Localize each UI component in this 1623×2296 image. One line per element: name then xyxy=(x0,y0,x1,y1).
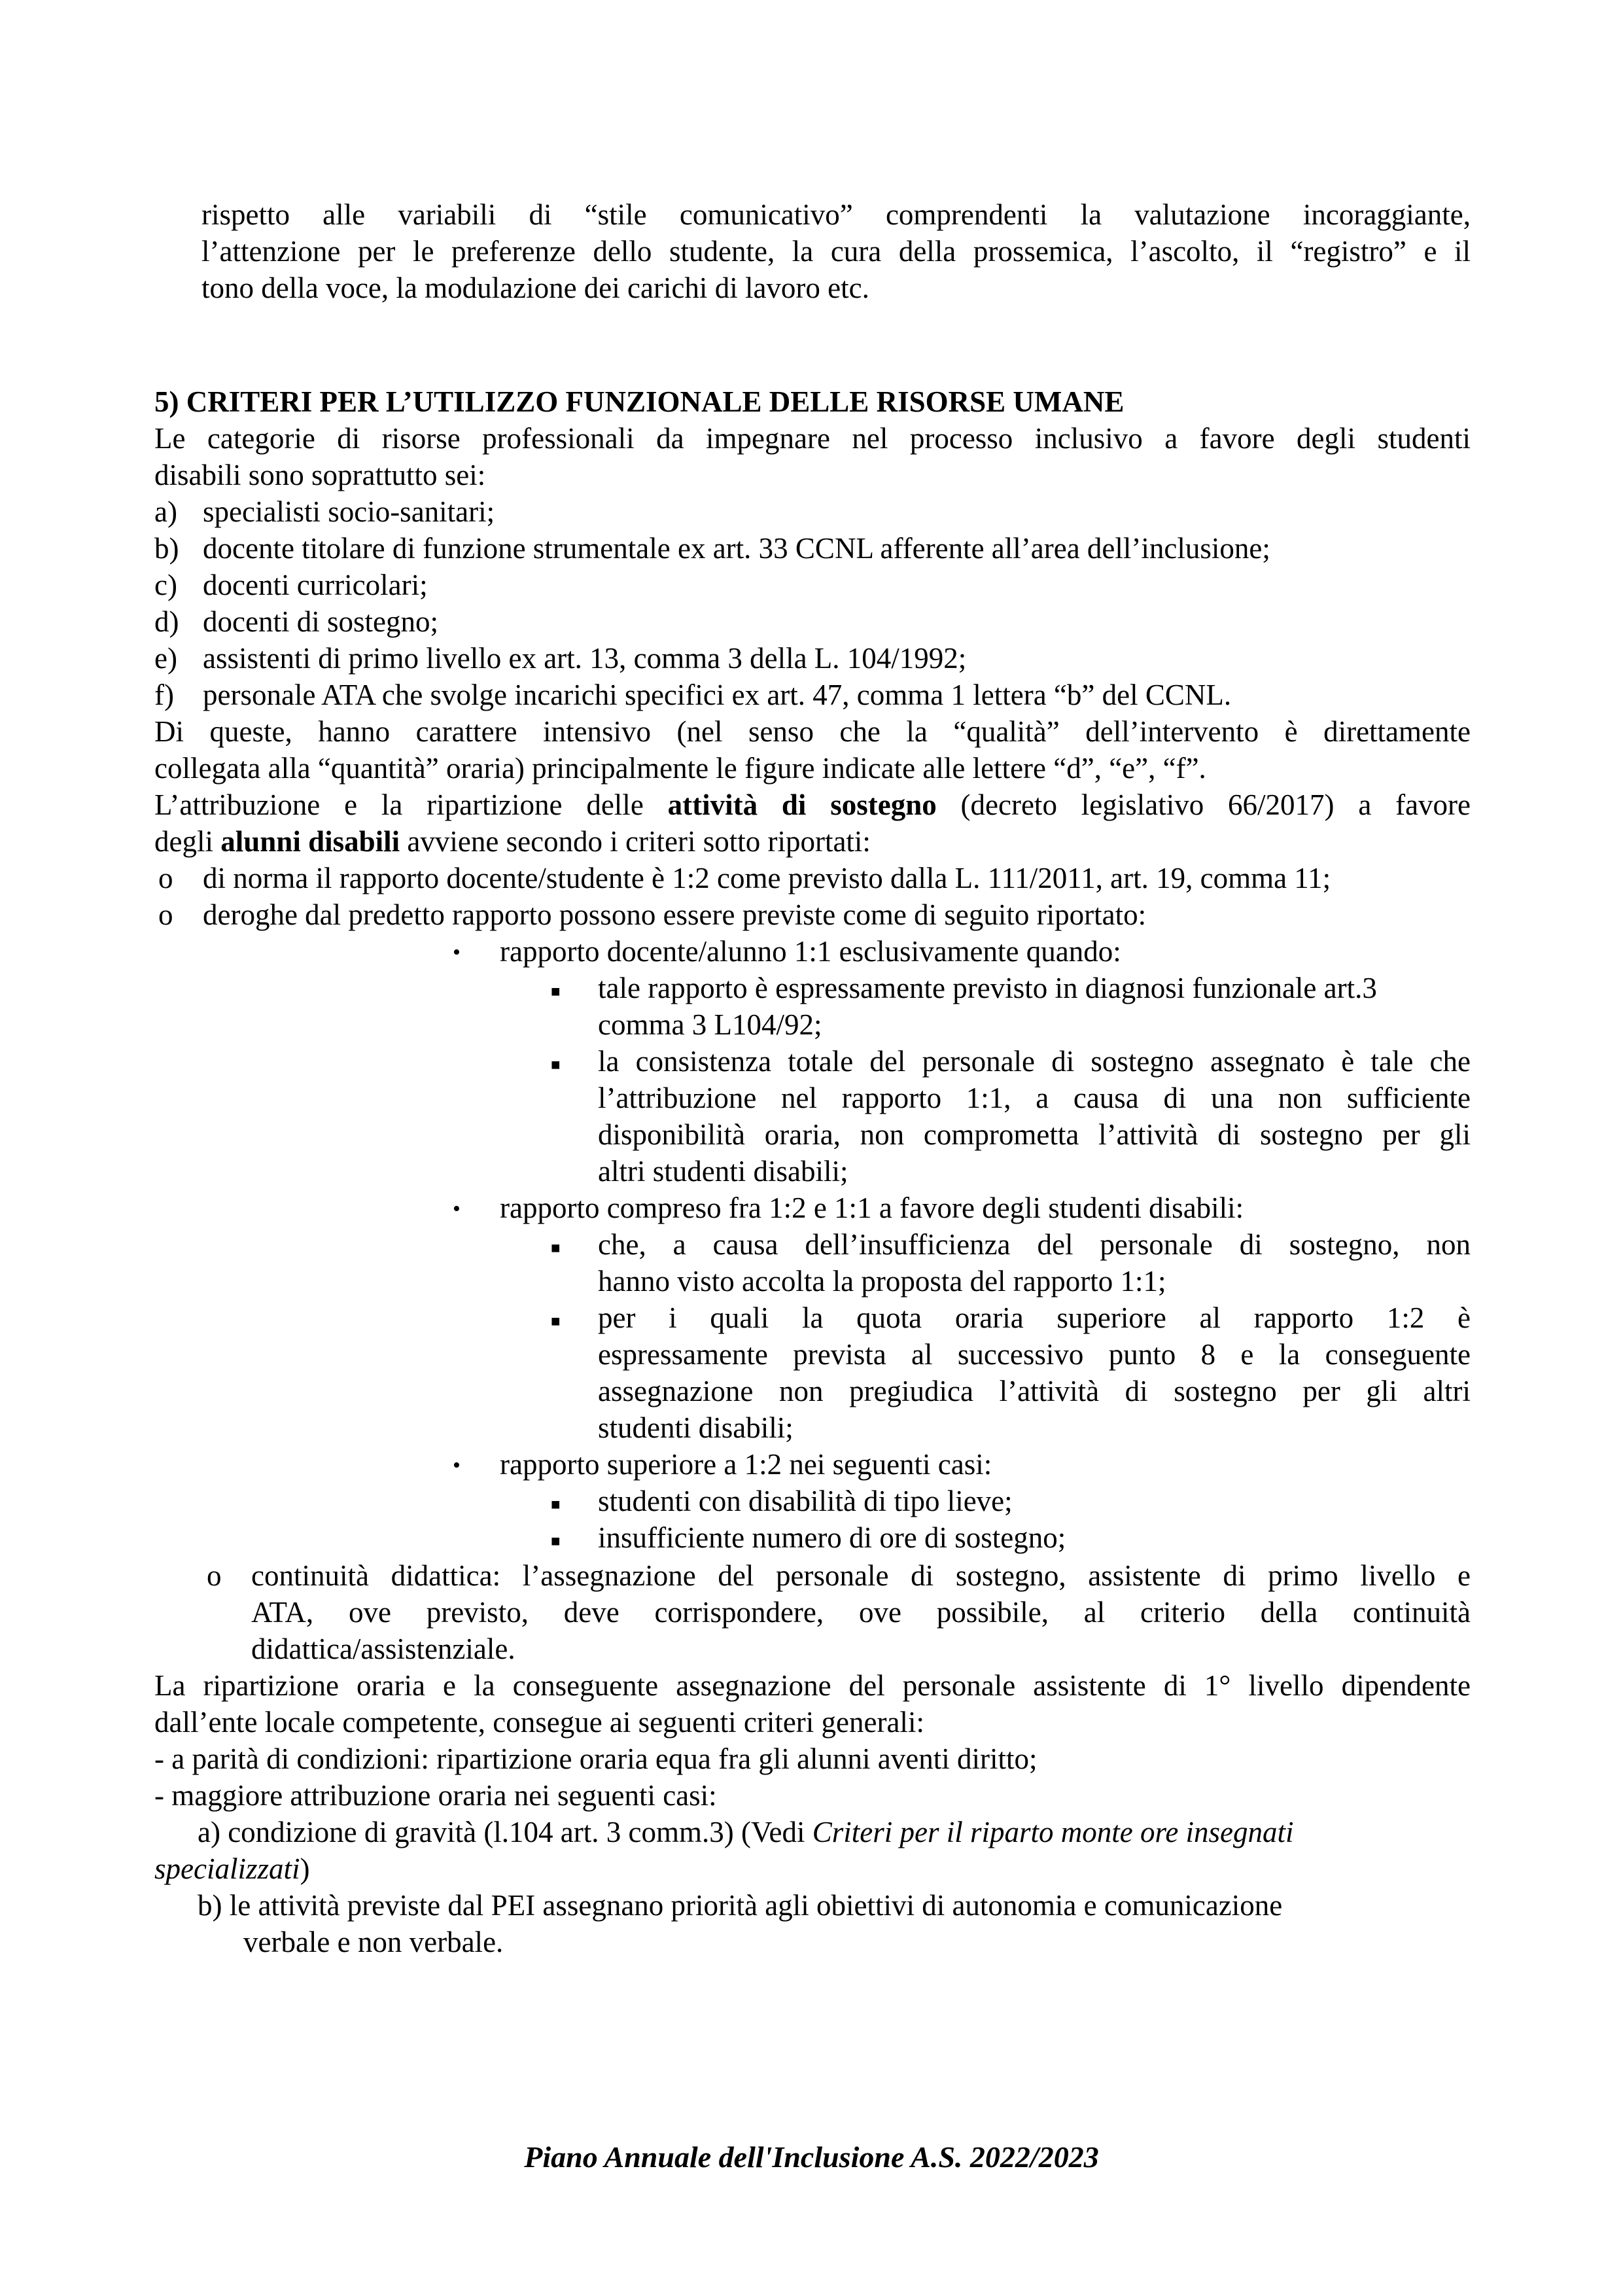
b2-s1-line-1: che, a causa dell’insufficienza del personale di sostegno, non xyxy=(598,1228,1471,1261)
o-marker-1: o xyxy=(158,862,173,894)
p3-text-f: avviene secondo i criteri sotto riportati: xyxy=(407,825,871,858)
intro-line-3: tono della voce, la modulazione dei carichi di lavoro etc. xyxy=(201,272,869,304)
b1-s2-line-4: altri studenti disabili; xyxy=(598,1155,848,1188)
list-label-d: d) xyxy=(154,605,179,638)
p4-line-1: La ripartizione oraria e la conseguente assegnazione del personale assistente di 1° livello dipendente xyxy=(154,1669,1471,1702)
square-bullet-icon-1: ■ xyxy=(551,983,561,1000)
dash-item-1: - a parità di condizioni: ripartizione oraria equa fra gli alunni aventi diritto; xyxy=(154,1742,1038,1775)
square-bullet-icon-3: ■ xyxy=(551,1240,561,1257)
list-item-d: docenti di sostegno; xyxy=(203,605,438,638)
bullet-3-text: rapporto superiore a 1:2 nei seguenti casi: xyxy=(500,1448,992,1481)
bullet-icon-3: • xyxy=(453,1453,461,1477)
list-label-a: a) xyxy=(154,495,177,528)
b3-s2-text: insufficiente numero di ore di sostegno; xyxy=(598,1521,1066,1554)
list-item-e: assistenti di primo livello ex art. 13, comma 3 della L. 104/1992; xyxy=(203,642,967,675)
list-item-f: personale ATA che svolge incarichi specifici ex art. 47, comma 1 lettera “b” del CCNL. xyxy=(203,679,1232,711)
case-a-line-2 xyxy=(154,1850,310,1887)
b1-s2-line-1: la consistenza totale del personale di sostegno assegnato è tale che xyxy=(598,1045,1471,1078)
b1-s2-line-3: disponibilità oraria, non comprometta l’attività di sostegno per gli xyxy=(598,1118,1471,1151)
bullet-2-text: rapporto compreso fra 1:2 e 1:1 a favore degli studenti disabili: xyxy=(500,1192,1244,1224)
case-b-line-1: b) le attività previste dal PEI assegnano priorità agli obiettivi di autonomia e comunicazione xyxy=(198,1889,1283,1922)
list-label-e: e) xyxy=(154,642,177,675)
square-bullet-icon-2: ■ xyxy=(551,1057,561,1074)
case-a-italic-ref-2: specializzati xyxy=(154,1852,300,1885)
b2-s2-line-1: per i quali la quota oraria superiore al rapporto 1:2 è xyxy=(598,1301,1471,1334)
square-bullet-icon-4: ■ xyxy=(551,1313,561,1330)
p3-bold-sostegno: attività di sostegno xyxy=(667,788,937,821)
o3-line-2: ATA, ove previsto, deve corrispondere, ove possibile, al criterio della continuità xyxy=(251,1596,1471,1629)
o3-line-1: continuità didattica: l’assegnazione del personale di sostegno, assistente di primo livello e xyxy=(251,1559,1471,1592)
case-a-line-1 xyxy=(198,1814,1294,1850)
o-marker-3: o xyxy=(207,1559,222,1592)
p2-line-2: collegata alla “quantità” oraria) principalmente le figure indicate alle lettere “d”, “e”, “f”. xyxy=(154,752,1206,785)
page-footer: Piano Annuale dell'Inclusione A.S. 2022/2023 xyxy=(524,2140,1099,2174)
p1-line-1: Le categorie di risorse professionali da impegnare nel processo inclusivo a favore degli studenti xyxy=(154,422,1471,455)
case-a-italic-ref: Criteri per il riparto monte ore insegnati xyxy=(812,1816,1294,1848)
b1-s1-line-2: comma 3 L104/92; xyxy=(598,1008,822,1041)
b2-s2-line-2: espressamente prevista al successivo punto 8 e la conseguente xyxy=(598,1338,1471,1371)
case-a-text: a) condizione di gravità (l.104 art. 3 comm.3) (Vedi xyxy=(198,1816,805,1848)
section-heading: 5) CRITERI PER L’UTILIZZO FUNZIONALE DELLE RISORSE UMANE xyxy=(154,385,1125,418)
p1-line-2: disabili sono soprattutto sei: xyxy=(154,459,486,491)
p2-line-1: Di queste, hanno carattere intensivo (nel senso che la “qualità” dell’intervento è direttamente xyxy=(154,715,1471,748)
dash-item-2: - maggiore attribuzione oraria nei seguenti casi: xyxy=(154,1779,717,1812)
p3-text-a: L’attribuzione e la ripartizione delle xyxy=(154,788,644,821)
case-a-close-paren: ) xyxy=(300,1852,310,1885)
list-label-c: c) xyxy=(154,569,177,601)
p4-line-2: dall’ente locale competente, consegue ai seguenti criteri generali: xyxy=(154,1706,924,1739)
b2-s2-line-3: assegnazione non pregiudica l’attività di sostegno per gli altri xyxy=(598,1375,1471,1407)
bullet-icon-2: • xyxy=(453,1197,461,1221)
list-label-b: b) xyxy=(154,532,179,565)
b3-s1-text: studenti con disabilità di tipo lieve; xyxy=(598,1485,1013,1517)
p3-text-c: (decreto legislativo 66/2017) a favore xyxy=(960,788,1471,821)
list-item-c: docenti curricolari; xyxy=(203,569,428,601)
intro-line-1: rispetto alle variabili di “stile comunicativo” comprendenti la valutazione incoraggiante, xyxy=(201,198,1471,231)
bullet-icon-1: • xyxy=(453,940,461,964)
square-bullet-icon-5: ■ xyxy=(551,1496,561,1513)
b1-s2-line-2: l’attribuzione nel rapporto 1:1, a causa di una non sufficiente xyxy=(598,1082,1471,1114)
o-marker-2: o xyxy=(158,898,173,931)
list-label-f: f) xyxy=(154,679,174,711)
intro-line-2: l’attenzione per le preferenze dello studente, la cura della prossemica, l’ascolto, il “registro” e il xyxy=(201,235,1471,268)
list-item-a: specialisti socio-sanitari; xyxy=(203,495,495,528)
b2-s2-line-4: studenti disabili; xyxy=(598,1411,794,1444)
o3-line-3: didattica/assistenziale. xyxy=(251,1633,515,1665)
p3-line-2 xyxy=(154,823,871,860)
case-b-line-2: verbale e non verbale. xyxy=(243,1926,504,1958)
b2-s1-line-2: hanno visto accolta la proposta del rapporto 1:1; xyxy=(598,1265,1166,1298)
o-item-1: di norma il rapporto docente/studente è 1:2 come previsto dalla L. 111/2011, art. 19, comma 11; xyxy=(203,862,1331,894)
bullet-1-text: rapporto docente/alunno 1:1 esclusivamente quando: xyxy=(500,935,1121,968)
p3-line-1 xyxy=(154,786,1471,823)
p3-bold-alunni: alunni disabili xyxy=(220,825,400,858)
list-item-b: docente titolare di funzione strumentale ex art. 33 CCNL afferente all’area dell’inclusione; xyxy=(203,532,1270,565)
o-item-2: deroghe dal predetto rapporto possono essere previste come di seguito riportato: xyxy=(203,898,1147,931)
b1-s1-line-1: tale rapporto è espressamente previsto in diagnosi funzionale art.3 xyxy=(598,972,1377,1004)
square-bullet-icon-6: ■ xyxy=(551,1533,561,1550)
p3-text-d: degli xyxy=(154,825,213,858)
